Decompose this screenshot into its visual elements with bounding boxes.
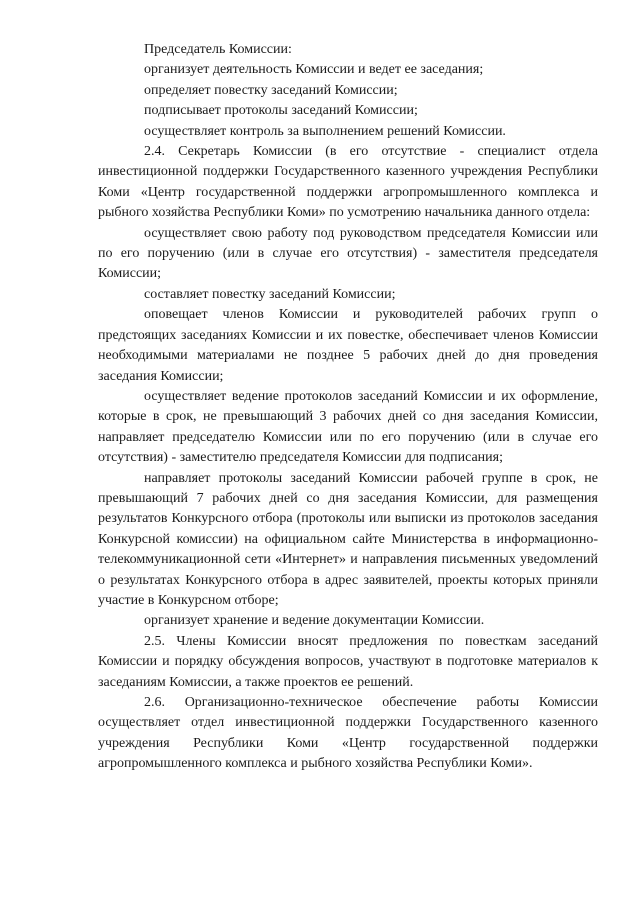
paragraph-2-6-support: 2.6. Организационно-техническое обеспечение работы Комиссии осуществляет отдел инвестиционной поддержки Государственного казенного учреждения Республики Коми «Центр государственной поддержки агропромышленного комплекса и рыбного хозяйства Республики Коми». bbox=[98, 695, 598, 772]
paragraph-2-4-secretary: 2.4. Секретарь Комиссии (в его отсутствие - специалист отдела инвестиционной поддержки Государственного казенного учреждения Республики Коми «Центр государственной поддержки агропромышленного комплекса и рыбного хозяйства Республики Коми» по усмотрению начальника данного отдела: bbox=[98, 144, 598, 221]
paragraph-chair-duty-sign: подписывает протоколы заседаний Комиссии; bbox=[144, 103, 418, 119]
paragraph-secretary-duty-work: осуществляет свою работу под руководством председателя Комиссии или по его поручению (или в случае его отсутствия) - заместителя председателя Комиссии; bbox=[98, 225, 598, 282]
paragraph-secretary-duty-notify: оповещает членов Комиссии и руководителей рабочих групп о предстоящих заседаниях Комиссии и их повестке, обеспечивает членов Комиссии необходимыми материалами не позднее 5 рабочих дней до дня проведения заседания Комиссии; bbox=[98, 307, 598, 384]
paragraph-chair-duty-agenda: определяет повестку заседаний Комиссии; bbox=[144, 82, 398, 98]
paragraph-2-5-members: 2.5. Члены Комиссии вносят предложения по повесткам заседаний Комиссии и порядку обсуждения вопросов, участвуют в подготовке материалов к заседаниям Комиссии, а также проектов ее решений. bbox=[98, 633, 598, 690]
paragraph-secretary-duty-agenda: составляет повестку заседаний Комиссии; bbox=[144, 286, 396, 302]
document-body bbox=[98, 40, 598, 775]
paragraph-chair-duty-organize: организует деятельность Комиссии и ведет ее заседания; bbox=[144, 62, 484, 78]
paragraph-secretary-duty-minutes: осуществляет ведение протоколов заседаний Комиссии и их оформление, которые в срок, не превышающий 3 рабочих дней со дня заседания Комиссии, направляет председателю Комиссии или по его поручению (или в случае его отсутствия) - заместителю председателя Комиссии для подписания; bbox=[98, 388, 598, 466]
paragraph-chair-duty-control: осуществляет контроль за выполнением решений Комиссии. bbox=[144, 123, 506, 139]
paragraph-secretary-duty-send: направляет протоколы заседаний Комиссии рабочей группе в срок, не превышающий 7 рабочих дней со дня заседания Комиссии, для размещения результатов Конкурсного отбора (протоколы или выписки из протоколов заседания Конкурсной комиссии) на официальном сайте Министерства в информационно-телекоммуникационной сети «Интернет» и направления письменных уведомлений о результатах Конкурсного отбора в адрес заявителей, проекты которых приняли участие в Конкурсном отборе; bbox=[98, 470, 598, 608]
paragraph-chair-heading: Председатель Комиссии: bbox=[144, 42, 292, 57]
paragraph-secretary-duty-archive: организует хранение и ведение документации Комиссии. bbox=[144, 613, 485, 629]
